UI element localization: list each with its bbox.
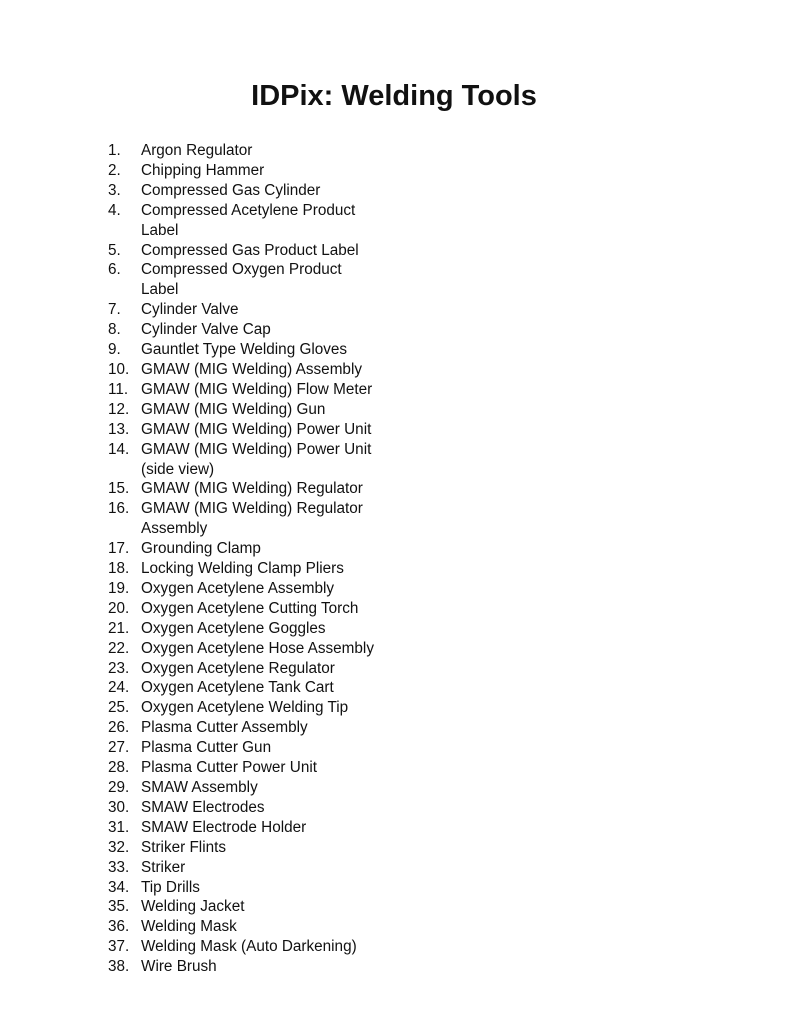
list-item-label: Oxygen Acetylene Goggles (141, 619, 326, 637)
list-item-number: 15. (108, 480, 130, 498)
list-item-label: Compressed Gas Cylinder (141, 181, 321, 199)
list-item (108, 300, 548, 320)
list-item-number: 27. (108, 739, 130, 757)
list-item-label: Cylinder Valve Cap (141, 321, 271, 339)
list-item-label: GMAW (MIG Welding) Regulator Assembly (141, 500, 363, 538)
list-item (108, 579, 548, 599)
list-item-label: SMAW Assembly (141, 779, 258, 796)
list-item-number: 25. (108, 699, 130, 717)
list-item (108, 241, 548, 261)
list-item (108, 340, 548, 360)
list-item (108, 917, 548, 937)
list-item-number: 11. (108, 380, 129, 398)
list-item-number: 21. (108, 619, 130, 637)
list-item-label: Compressed Acetylene Product Label (141, 201, 356, 239)
list-item-label: Compressed Gas Product Label (141, 241, 359, 259)
list-item-number: 8. (108, 321, 121, 339)
list-item (108, 818, 548, 838)
list-item-label: Wire Brush (141, 958, 217, 976)
list-item-label: Oxygen Acetylene Assembly (141, 579, 335, 597)
list-item-number: 17. (108, 540, 130, 558)
list-item (108, 380, 548, 400)
list-item (108, 718, 548, 738)
list-item-number: 5. (108, 241, 121, 259)
list-item-number: 10. (108, 360, 130, 378)
list-item-label: Chipping Hammer (141, 161, 265, 179)
list-item (108, 957, 548, 977)
list-item (108, 320, 548, 340)
list-item-number: 16. (108, 500, 130, 518)
list-item-number: 26. (108, 719, 130, 737)
list-item (108, 878, 548, 898)
list-item-label: GMAW (MIG Welding) Regulator (141, 480, 363, 498)
list-item-number: 23. (108, 659, 130, 677)
list-item-number: 24. (108, 679, 130, 697)
tool-list (108, 141, 548, 977)
list-item-label: GMAW (MIG Welding) Power Unit (side view) (141, 440, 372, 478)
list-item-number: 13. (108, 420, 130, 438)
list-item-number: 3. (108, 181, 121, 199)
list-item (108, 499, 548, 539)
list-item (108, 181, 548, 201)
list-item (108, 420, 548, 440)
list-item (108, 639, 548, 659)
list-item-number: 37. (108, 938, 130, 956)
list-item-label: Plasma Cutter Gun (141, 739, 272, 757)
page-title: IDPix: Welding Tools (251, 80, 537, 112)
list-item-label: Welding Mask (Auto Darkening) (141, 938, 357, 956)
list-item-number: 20. (108, 599, 130, 617)
list-item-number: 18. (108, 560, 130, 578)
list-item-number: 4. (108, 201, 121, 219)
list-item-label: SMAW Electrode Holder (141, 818, 307, 836)
list-item (108, 678, 548, 698)
list-item-number: 12. (108, 400, 130, 418)
list-item-number: 36. (108, 918, 130, 936)
list-item-number: 31. (108, 818, 130, 836)
list-item-number: 6. (108, 261, 121, 279)
list-item-label: Oxygen Acetylene Welding Tip (141, 699, 349, 717)
list-item-number: 34. (108, 878, 130, 896)
list-item-label: Oxygen Acetylene Regulator (141, 659, 335, 677)
list-item-number: 1. (108, 142, 121, 159)
list-item-number: 32. (108, 838, 130, 856)
list-item-number: 38. (108, 958, 130, 976)
list-item (108, 758, 548, 778)
list-item-label: Grounding Clamp (141, 540, 261, 558)
list-item-label: Welding Mask (141, 918, 237, 936)
list-item-label: Gauntlet Type Welding Gloves (141, 341, 348, 359)
list-item (108, 738, 548, 758)
list-item-number: 9. (108, 341, 121, 359)
list-item-label: Oxygen Acetylene Cutting Torch (141, 599, 359, 617)
list-item-number: 29. (108, 779, 130, 796)
list-item-label: Argon Regulator (141, 142, 253, 159)
list-item-number: 28. (108, 759, 130, 777)
list-item (108, 161, 548, 181)
list-item (108, 798, 548, 818)
list-item (108, 698, 548, 718)
list-item (108, 937, 548, 957)
list-item (108, 141, 548, 161)
list-item-label: Plasma Cutter Power Unit (141, 759, 317, 777)
list-item-number: 22. (108, 639, 130, 657)
list-item (108, 778, 548, 798)
list-item-label: Locking Welding Clamp Pliers (141, 560, 344, 578)
list-item-label: Compressed Oxygen Product Label (141, 261, 342, 299)
list-item-label: Plasma Cutter Assembly (141, 719, 308, 737)
list-item (108, 897, 548, 917)
list-item-label: Tip Drills (141, 878, 200, 896)
list-item-number: 2. (108, 161, 121, 179)
list-item-label: Oxygen Acetylene Hose Assembly (141, 639, 374, 657)
list-item-label: GMAW (MIG Welding) Flow Meter (141, 380, 373, 398)
list-item (108, 260, 548, 300)
list-item-number: 35. (108, 898, 130, 916)
list-item-number: 33. (108, 858, 130, 876)
list-item-label: GMAW (MIG Welding) Gun (141, 400, 326, 418)
list-item (108, 659, 548, 679)
list-item (108, 858, 548, 878)
list-item (108, 360, 548, 380)
list-item-number: 30. (108, 798, 130, 816)
list-item (108, 400, 548, 420)
list-item (108, 440, 548, 480)
list-item-number: 14. (108, 440, 130, 458)
list-item-label: GMAW (MIG Welding) Assembly (141, 360, 362, 378)
list-item (108, 838, 548, 858)
list-item (108, 201, 548, 241)
list-item-label: Striker (141, 858, 186, 876)
list-item-number: 7. (108, 301, 121, 319)
list-item-label: Oxygen Acetylene Tank Cart (141, 679, 334, 697)
list-item-label: Striker Flints (141, 838, 226, 856)
list-item (108, 479, 548, 499)
list-item-label: Welding Jacket (141, 898, 245, 916)
list-item-label: SMAW Electrodes (141, 798, 265, 816)
list-item (108, 619, 548, 639)
list-item (108, 599, 548, 619)
list-item (108, 559, 548, 579)
list-item-number: 19. (108, 579, 130, 597)
list-item (108, 539, 548, 559)
list-item-label: GMAW (MIG Welding) Power Unit (141, 420, 372, 438)
list-item-label: Cylinder Valve (141, 301, 239, 319)
